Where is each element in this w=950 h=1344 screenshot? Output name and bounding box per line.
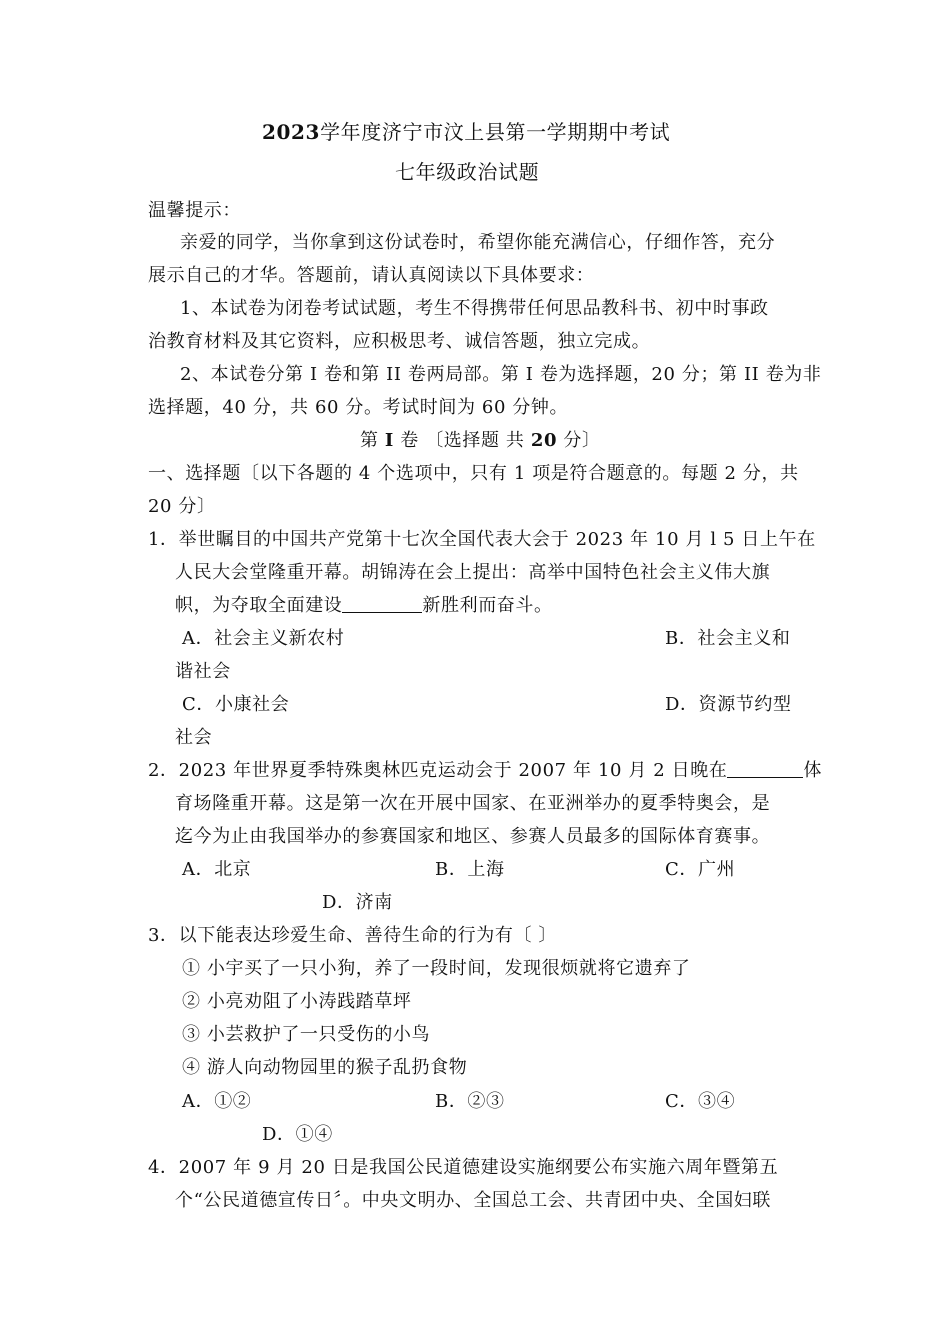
q1-option-a: A．社会主义新农村: [182, 628, 345, 649]
q1-option-b: B．社会主义和: [665, 628, 791, 649]
q3-stem: 3．以下能表达珍爱生命、善待生命的行为有〔 〕: [148, 925, 557, 946]
q3-option-d: D．①④: [262, 1124, 333, 1145]
q3-item-1: ① 小宇买了一只小狗，养了一段时间，发现很烦就将它遗弃了: [182, 958, 691, 979]
q3-option-c: C．③④: [665, 1091, 736, 1112]
q2-option-a: A．北京: [182, 859, 252, 880]
q3-option-b: B．②③: [435, 1091, 505, 1112]
q1-stem-line-1: 1．举世瞩目的中国共产党第十七次全国代表大会于 2023 年 10 月 l 5 日上午在: [148, 529, 816, 550]
q2-stem-line-3: 迄今为止由我国举办的参赛国家和地区、参赛人员最多的国际体育赛事。: [175, 826, 771, 847]
q2-answer-blank: [727, 759, 803, 778]
q2-option-c: C．广州: [665, 859, 736, 880]
q1-option-b-wrap: 谐社会: [175, 661, 231, 682]
tips-rule-2-line-2: 选择题，40 分，共 60 分。考试时间为 60 分钟。: [148, 397, 569, 418]
q3-option-a: A．①②: [182, 1091, 252, 1112]
q4-stem-line-1: 4．2007 年 9 月 20 日是我国公民道德建设实施纲要公布实施六周年暨第五: [148, 1157, 779, 1178]
q3-item-2: ② 小亮劝阻了小涛践踏草坪: [182, 991, 412, 1012]
q2-stem-line-1-a: 2．2023 年世界夏季特殊奥林匹克运动会于 2007 年 10 月 2 日晚在: [148, 760, 728, 781]
tips-rule-2-line-1: 2、本试卷分第 I 卷和第 II 卷两局部。第 I 卷为选择题，20 分；第 II 卷为非: [180, 364, 822, 385]
section-title-part-c: 卷 〔选择题 共: [393, 430, 531, 451]
tips-intro-line-2: 展示自己的才华。答题前，请认真阅读以下具体要求：: [148, 265, 595, 286]
q2-stem-line-1-b: 体: [803, 760, 823, 781]
exam-subtitle: 七年级政治试题: [395, 160, 540, 184]
section-title-part-a: 第: [360, 430, 385, 451]
q3-item-4: ④ 游人向动物园里的猴子乱扔食物: [182, 1057, 468, 1078]
q1-stem-line-2: 人民大会堂隆重开幕。胡锦涛在会上提出：高举中国特色社会主义伟大旗: [175, 562, 771, 583]
exam-title-text: 学年度济宁市汶上县第一学期期中考试: [320, 120, 671, 144]
q1-option-d-wrap: 社会: [175, 727, 213, 748]
exam-title-year: 2023: [262, 120, 321, 144]
tips-intro-line-1: 亲爱的同学，当你拿到这份试卷时，希望你能充满信心，仔细作答，充分: [180, 232, 776, 253]
q1-answer-blank: [342, 594, 422, 613]
q1-stem-line-3: [175, 594, 553, 618]
exam-title: [262, 120, 670, 144]
q1-stem-line-3-b: 新胜利而奋斗。: [422, 595, 553, 616]
section-instructions-line-2: 20 分〕: [148, 496, 216, 517]
q1-stem-line-3-a: 帜，为夺取全面建设: [175, 595, 343, 616]
tips-rule-1-line-2: 治教育材料及其它资料，应积极思考、诚信答题，独立完成。: [148, 331, 651, 352]
q2-option-b: B．上海: [435, 859, 505, 880]
q3-item-3: ③ 小芸救护了一只受伤的小鸟: [182, 1024, 431, 1045]
q1-option-d: D．资源节约型: [665, 694, 792, 715]
q2-stem-line-2: 育场隆重开幕。这是第一次在开展中国家、在亚洲举办的夏季特奥会，是: [175, 793, 771, 814]
q1-option-c: C．小康社会: [182, 694, 290, 715]
tips-rule-1-line-1: 1、本试卷为闭卷考试试题，考生不得携带任何思品教科书、初中时事政: [180, 298, 769, 319]
tips-heading: 温馨提示：: [148, 200, 241, 221]
section-title-part-d: 20: [530, 430, 558, 451]
section-title-part-e: 分〕: [557, 430, 601, 451]
q2-stem-line-1: [148, 759, 822, 783]
section-title: [360, 429, 601, 453]
section-title-part-b: I: [384, 430, 394, 451]
q2-option-d: D．济南: [322, 892, 393, 913]
section-instructions-line-1: 一、选择题〔以下各题的 4 个选项中，只有 1 项是符合题意的。每题 2 分，共: [148, 463, 799, 484]
q4-stem-line-2: 个“公民道德宣传日〞。中央文明办、全国总工会、共青团中央、全国妇联: [175, 1190, 771, 1211]
